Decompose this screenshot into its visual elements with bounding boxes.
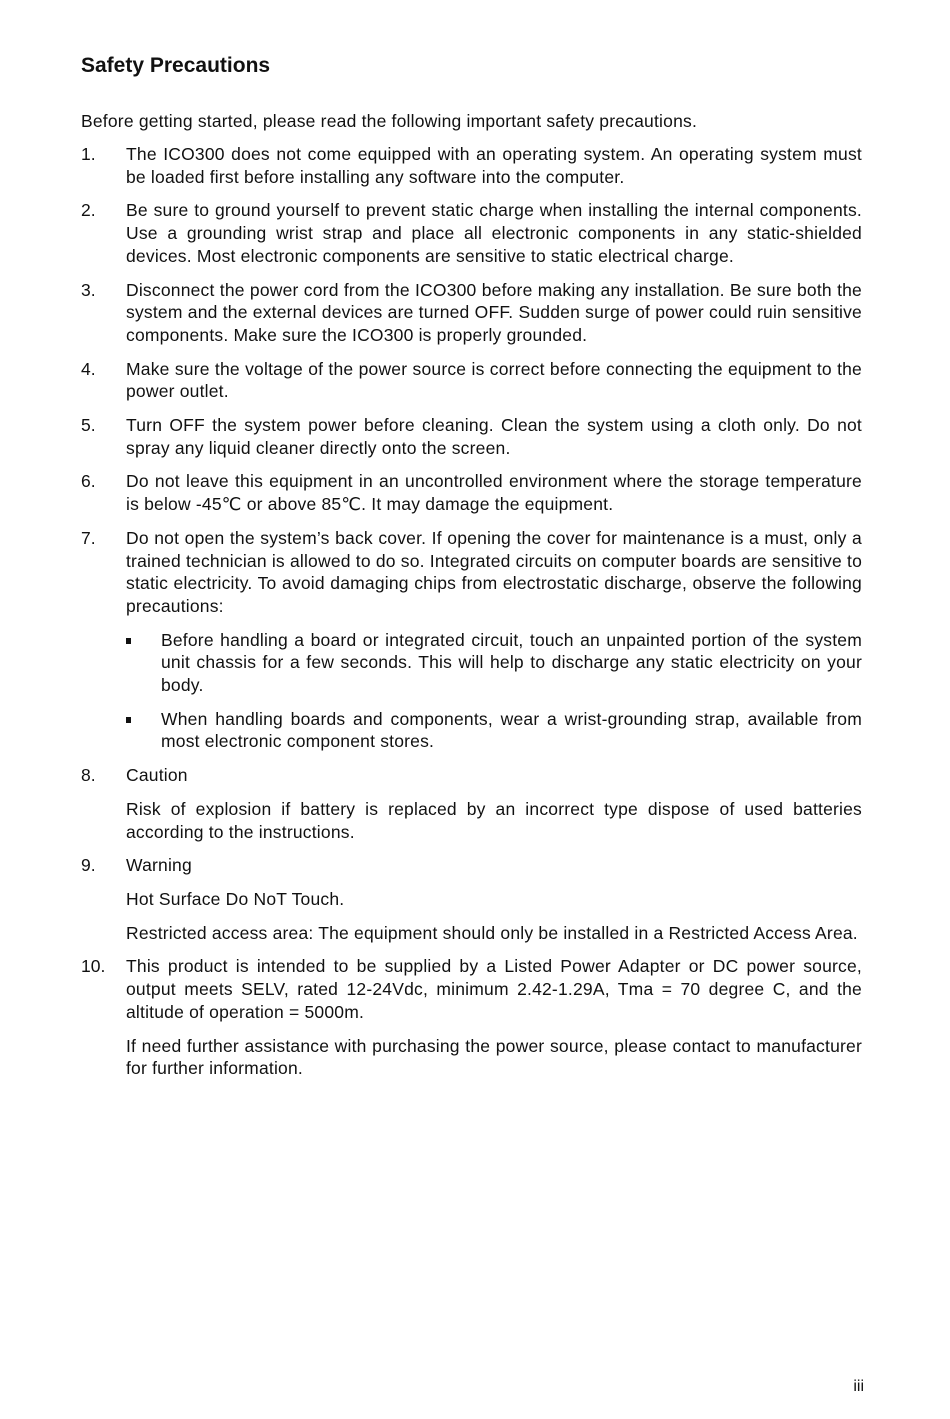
item-number: 6.	[81, 471, 96, 492]
square-bullet-icon	[126, 638, 131, 644]
item-text: Caution	[126, 765, 188, 786]
item-number: 7.	[81, 527, 96, 548]
item-text: Disconnect the power cord from the ICO300 before making any installation. Be sure both the system and the external devices are turned OFF. Sudden surge of power could ruin sensitive components. Make sure the ICO300 is properly grounded.	[126, 279, 862, 345]
list-item	[81, 279, 862, 347]
item-number: 3.	[81, 279, 96, 300]
item-number: 4.	[81, 358, 96, 379]
item-text: Turn OFF the system power before cleaning. Clean the system using a cloth only. Do not spray any liquid cleaner directly onto the screen.	[126, 415, 862, 458]
item-subtext: If need further assistance with purchasing the power source, please contact to manufacturer for further information.	[126, 1035, 862, 1079]
bullet-text: When handling boards and components, wear a wrist-grounding strap, available from most electronic component stores.	[161, 708, 862, 752]
item-number: 5.	[81, 415, 96, 436]
list-item	[81, 143, 862, 188]
list-item	[81, 199, 862, 267]
intro-text: Before getting started, please read the following important safety precautions.	[81, 111, 698, 131]
list-item	[81, 358, 862, 403]
square-bullet-icon	[126, 717, 131, 723]
item-text: This product is intended to be supplied by a Listed Power Adapter or DC power source, output meets SELV, rated 12-24Vdc, minimum 2.42-1.29A, Tma = 70 degree C, and the altitude of operation = 5000m.	[126, 956, 862, 1022]
bullet-text: Before handling a board or integrated circuit, touch an unpainted portion of the system unit chassis for a few seconds. This will help to discharge any static electricity on your body.	[161, 629, 862, 696]
item-number: 1.	[81, 144, 96, 164]
item-text: Warning	[126, 855, 192, 876]
precautions-list	[81, 143, 862, 1080]
page-title: Safety Precautions	[81, 54, 271, 77]
list-item	[81, 854, 862, 944]
bullet-item	[126, 708, 862, 753]
list-item	[81, 414, 862, 459]
document-page	[81, 52, 862, 1091]
item-text: Do not open the system’s back cover. If opening the cover for maintenance is a must, only a trained technician is allowed to do so. Integrated circuits on computer boards are sensitive to static electricity. To avoid damaging chips from electrostatic discharge, observe the following precautions:	[126, 527, 862, 616]
item-subtext: Risk of explosion if battery is replaced by an incorrect type dispose of used batteries according to the instructions.	[126, 798, 862, 842]
item-text: The ICO300 does not come equipped with an operating system. An operating system must be loaded first before installing any software into the computer.	[126, 144, 862, 187]
item-text: Do not leave this equipment in an uncontrolled environment where the storage temperature is below -45℃ or above 85℃. It may damage the equipment.	[126, 471, 862, 515]
item-subtext: Restricted access area: The equipment should only be installed in a Restricted Access Area.	[126, 922, 858, 943]
list-item	[81, 955, 862, 1080]
item-number: 8.	[81, 765, 96, 786]
item-text: Make sure the voltage of the power source is correct before connecting the equipment to the power outlet.	[126, 358, 862, 402]
list-item	[81, 764, 862, 843]
page-number: iii	[853, 1378, 864, 1395]
item-subtext: Hot Surface Do NoT Touch.	[126, 888, 345, 909]
bullet-list	[126, 629, 862, 754]
item-number: 9.	[81, 855, 96, 876]
item-number: 10.	[81, 956, 106, 977]
list-item	[81, 527, 862, 753]
item-text: Be sure to ground yourself to prevent static charge when installing the internal components. Use a grounding wrist strap and place all electronic components in any static-shielded devices. Most electronic components are sensitive to static electrical charge.	[126, 200, 862, 266]
list-item	[81, 470, 862, 515]
bullet-item	[126, 629, 862, 697]
item-number: 2.	[81, 200, 96, 221]
